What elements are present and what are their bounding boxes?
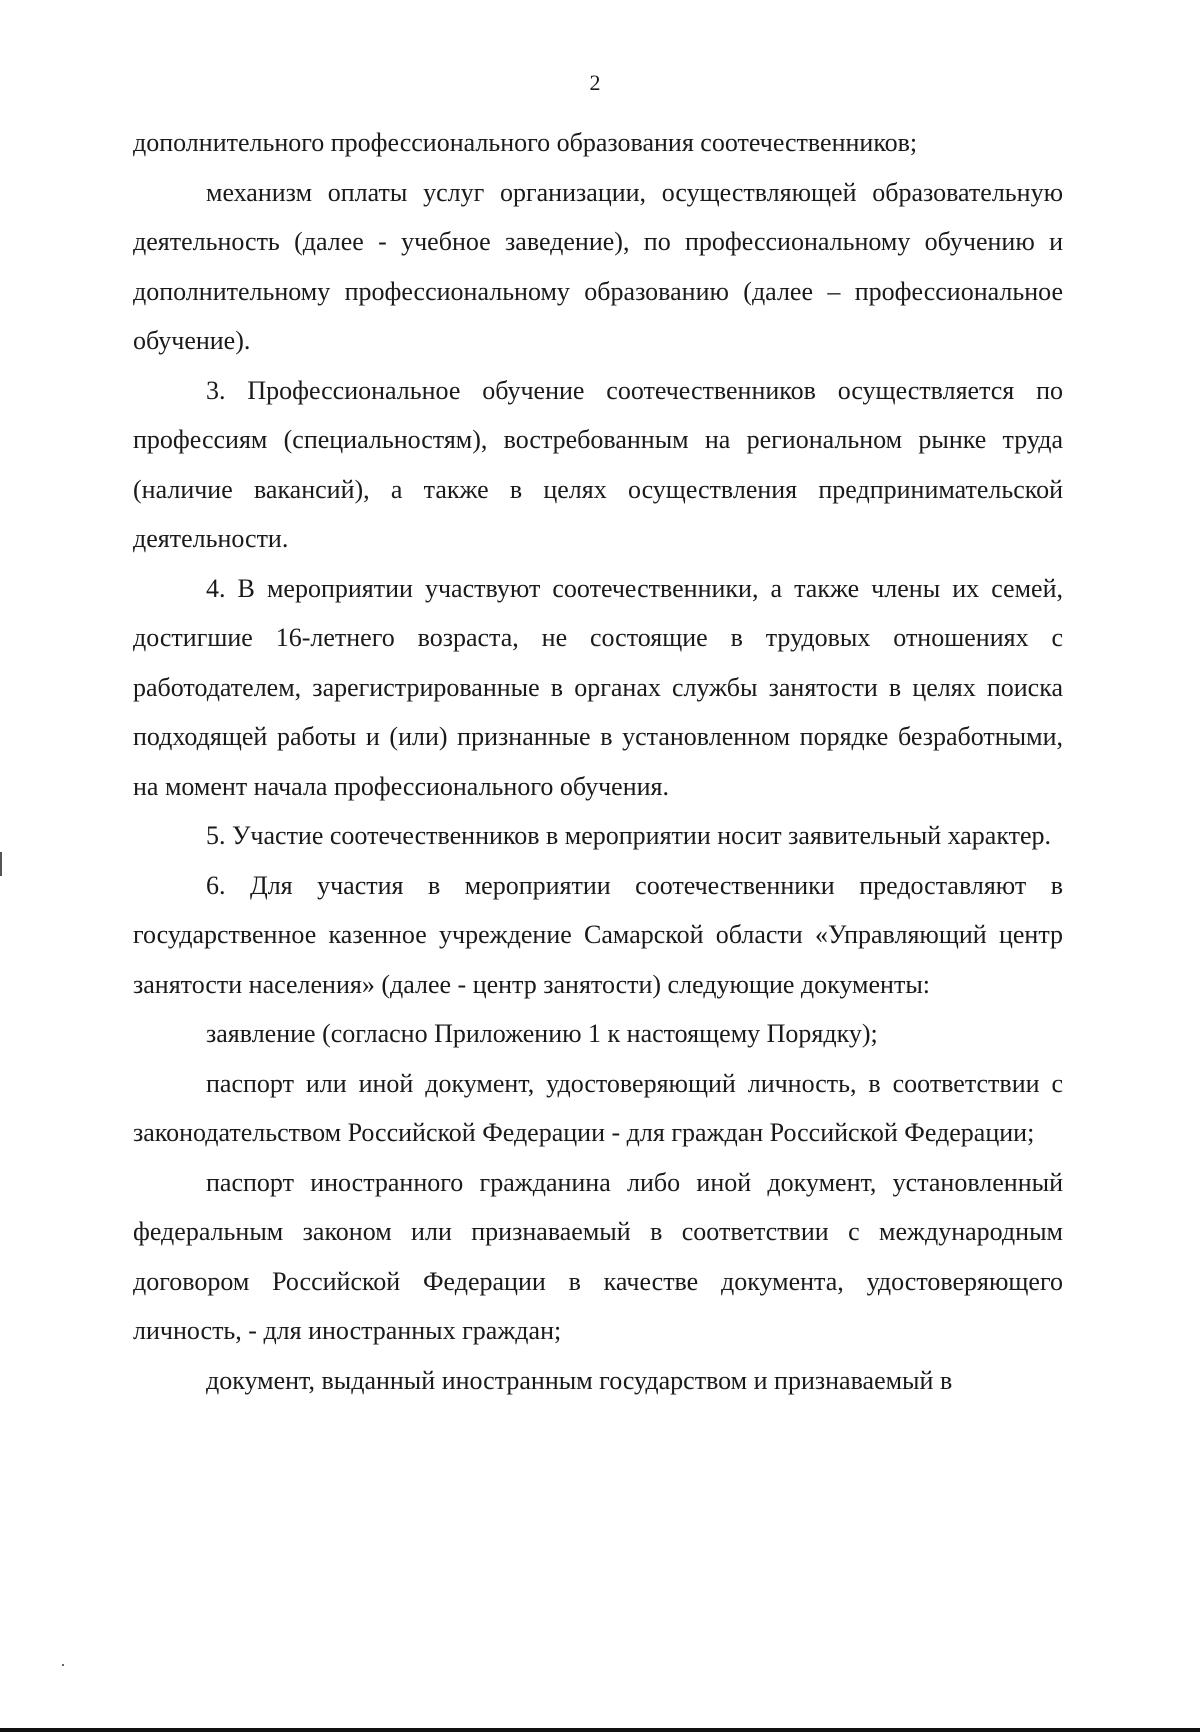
paragraph-clause-5: 5. Участие соотечественников в мероприятии носит заявительный характер. (206, 821, 1052, 850)
list-item-application: заявление (согласно Приложению 1 к настоящему Порядку); (206, 1019, 878, 1048)
paragraph-clause-6: 6. Для участия в мероприятии соотечественники предоставляют в государственное казенное учреждение Самарской области «Управляющий центр занятости населения» (далее - центр занятости) следующие документы: (133, 870, 1063, 999)
paragraph-clause-3: 3. Профессиональное обучение соотечественников осуществляется по профессиям (специальностям), востребованным на региональном рынке труда (наличие вакансий), а также в целях осуществления предпринимательской деятельности. (133, 375, 1063, 553)
page-number: 2 (589, 70, 601, 95)
document-body (133, 118, 1063, 1405)
scan-speck (62, 1664, 64, 1666)
scan-margin-mark (0, 852, 2, 876)
list-item-foreign-document: документ, выданный иностранным государством и признаваемый в (206, 1365, 953, 1395)
paragraph-1-continuation: дополнительного профессионального образования соотечественников; (133, 128, 918, 157)
list-item-passport-rf: паспорт или иной документ, удостоверяющий личность, в соответствии с законодательством Российской Федерации - для граждан Российской Федерации; (133, 1068, 1063, 1147)
list-item-passport-foreign: паспорт иностранного гражданина либо иной документ, установленный федеральным законом или признаваемый в соответствии с международным договором Российской Федерации в качестве документа, удостоверяющего личность, - для иностранных граждан; (133, 1167, 1063, 1345)
scan-bottom-edge (0, 1728, 1200, 1732)
paragraph-payment-mechanism: механизм оплаты услуг организации, осуществляющей образовательную деятельность (далее - учебное заведение), по профессиональному обучению и дополнительному профессиональному образованию (далее – профессиональное обучение). (133, 177, 1063, 355)
paragraph-clause-4: 4. В мероприятии участвуют соотечественники, а также члены их семей, достигшие 16-летнего возраста, не состоящие в трудовых отношениях с работодателем, зарегистрированные в органах службы занятости в целях поиска подходящей работы и (или) признанные в установленном порядке безработными, на момент начала профессионального обучения. (133, 573, 1063, 801)
